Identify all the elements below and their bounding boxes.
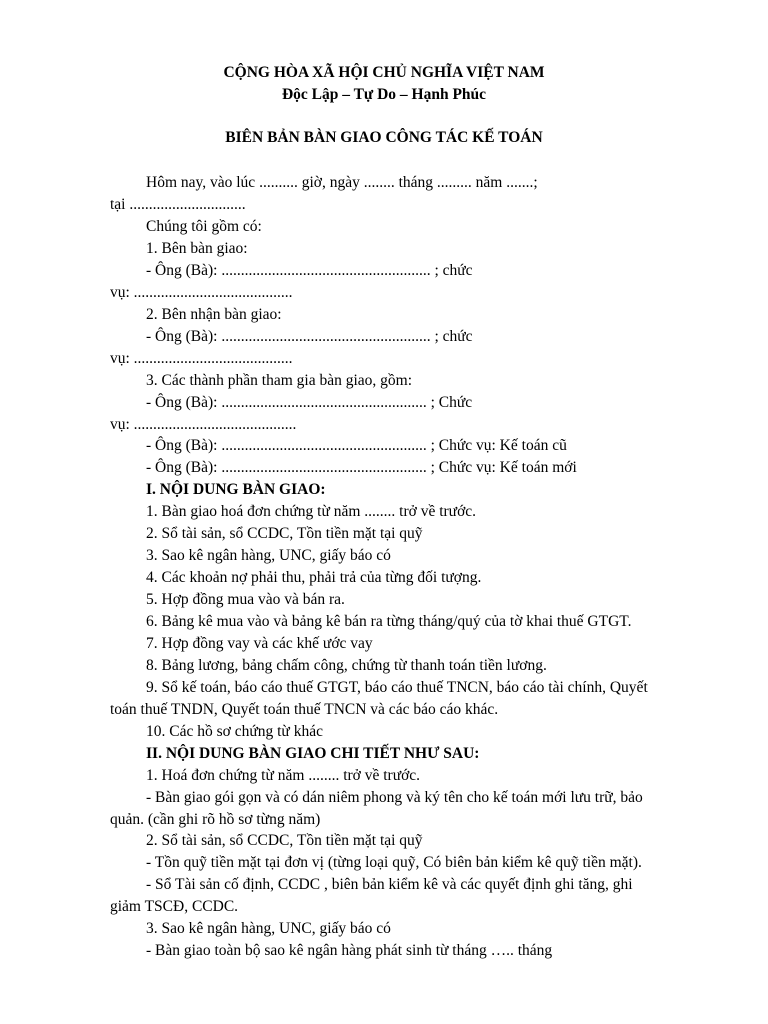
section-heading: I. NỘI DUNG BÀN GIAO: [146, 481, 326, 498]
list-item: 8. Bảng lương, bảng chấm công, chứng từ thanh toán tiền lương. [146, 657, 547, 674]
text-line: 3. Các thành phần tham gia bàn giao, gồm: [146, 372, 413, 389]
list-item: 7. Hợp đồng vay và các khế ước vay [146, 635, 373, 652]
list-item: 5. Hợp đồng mua vào và bán ra. [146, 591, 345, 608]
text-line: tại .............................. [110, 196, 246, 213]
nation-heading: CỘNG HÒA XÃ HỘI CHỦ NGHĨA VIỆT NAM [223, 64, 545, 81]
list-item: 1. Bàn giao hoá đơn chứng từ năm ........ trở về trước. [146, 503, 477, 520]
list-item: 6. Bảng kê mua vào và bảng kê bán ra từng tháng/quý của tờ khai thuế GTGT. [146, 613, 632, 630]
text-line: - Ông (Bà): ..................................................... ; Chức vụ: Kế toán mới [146, 459, 577, 476]
list-item: 9. Sổ kế toán, báo cáo thuế GTGT, báo cáo thuế TNCN, báo cáo tài chính, Quyết [146, 679, 648, 696]
text-line: vụ: ......................................... [110, 350, 293, 367]
text-line: - Ông (Bà): ..................................................... ; Chức [146, 394, 473, 411]
list-item: 2. Sổ tài sản, sổ CCDC, Tồn tiền mặt tại quỹ [146, 525, 423, 542]
text-line: giảm TSCĐ, CCDC. [110, 898, 239, 915]
text-line: 2. Bên nhận bàn giao: [146, 306, 282, 323]
list-item: 2. Sổ tài sản, sổ CCDC, Tồn tiền mặt tại quỹ [146, 832, 423, 849]
text-line: - Tồn quỹ tiền mặt tại đơn vị (từng loại quỹ, Có biên bản kiểm kê quỹ tiền mặt). [146, 854, 642, 871]
text-line: toán thuế TNDN, Quyết toán thuế TNCN và các báo cáo khác. [110, 701, 499, 718]
motto-heading: Độc Lập – Tự Do – Hạnh Phúc [281, 86, 487, 103]
text-line: vụ: .......................................... [110, 416, 297, 433]
text-line: Chúng tôi gồm có: [146, 218, 262, 235]
list-item: 10. Các hồ sơ chứng từ khác [146, 723, 323, 740]
list-item: 1. Hoá đơn chứng từ năm ........ trở về trước. [146, 767, 421, 784]
document-title: BIÊN BẢN BÀN GIAO CÔNG TÁC KẾ TOÁN [225, 129, 543, 146]
text-line: quản. (cần ghi rõ hồ sơ từng năm) [110, 811, 321, 828]
list-item: 3. Sao kê ngân hàng, UNC, giấy báo có [146, 547, 391, 564]
text-line: - Bàn giao toàn bộ sao kê ngân hàng phát sinh từ tháng ….. tháng [146, 942, 553, 959]
text-line: - Ông (Bà): ...................................................... ; chức [146, 262, 473, 279]
text-line: 1. Bên bàn giao: [146, 240, 248, 257]
text-line: Hôm nay, vào lúc .......... giờ, ngày ........ tháng ......... năm .......; [146, 174, 538, 191]
text-line: - Ông (Bà): ...................................................... ; chức [146, 328, 473, 345]
text-line: - Ông (Bà): ..................................................... ; Chức vụ: Kế toán cũ [146, 437, 567, 454]
list-item: 4. Các khoản nợ phải thu, phải trả của từng đối tượng. [146, 569, 482, 586]
text-line: vụ: ......................................... [110, 284, 293, 301]
section-heading: II. NỘI DUNG BÀN GIAO CHI TIẾT NHƯ SAU: [146, 745, 480, 762]
list-item: 3. Sao kê ngân hàng, UNC, giấy báo có [146, 920, 391, 937]
text-line: - Bàn giao gói gọn và có dán niêm phong và ký tên cho kế toán mới lưu trữ, bảo [146, 789, 643, 806]
text-line: - Sổ Tài sản cố định, CCDC , biên bản kiểm kê và các quyết định ghi tăng, ghi [146, 876, 633, 893]
